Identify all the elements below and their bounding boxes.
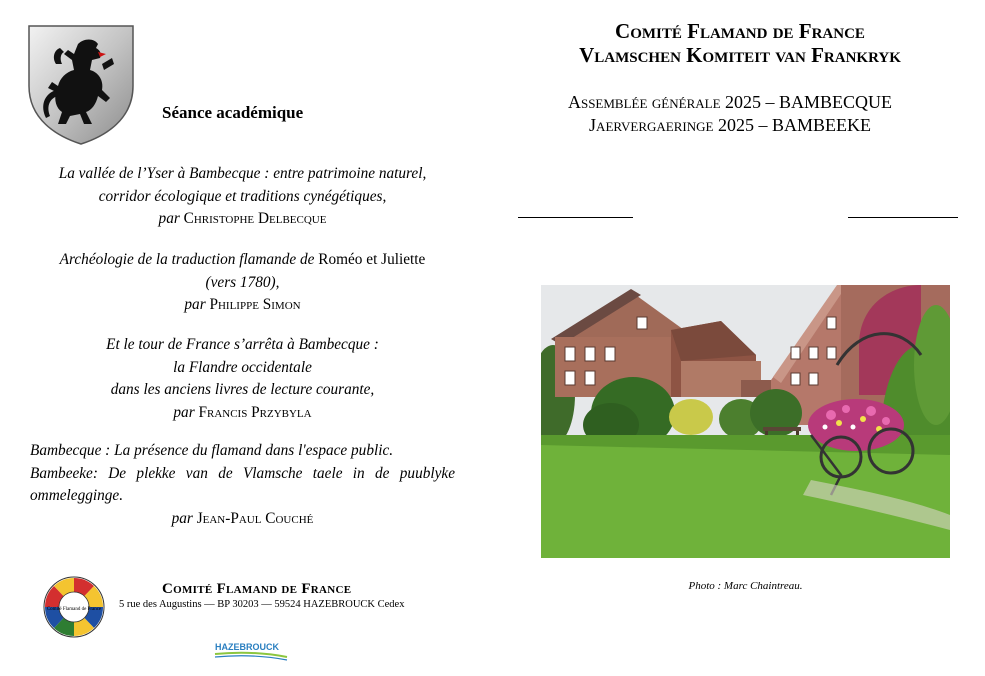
assembly-title-nl: Jaervergaeringe 2025 – BAMBEEKE [589,115,871,135]
talk-1-line-1: La vallée de l’Yser à Bambecque : entre patrimoine naturel, [58,165,427,182]
by-label: par [158,210,180,227]
speaker-name: Philippe Simon [209,296,301,313]
divider-right [848,217,958,218]
talk-1 [30,163,455,231]
section-heading: Séance académique [162,103,304,122]
talk-4-text-fr: Bambecque : La présence du flamand dans l'espace public. [30,442,394,459]
by-label: par [184,296,206,313]
comite-emblem-icon [43,576,105,638]
hazebrouck-logo-icon [211,641,291,663]
bambecque-photo [541,285,950,558]
footer-org-name: Comité Flamand de France [162,581,352,597]
speaker-name: Francis Przybyla [198,403,312,421]
talk-3-line-3: dans les anciens livres de lecture courante, [110,381,375,398]
speaker-name: Christophe Delbecque [183,210,327,227]
divider-left [518,217,633,218]
work-title-juliette: Juliette [381,251,426,268]
org-name-fr: Comité Flamand de France [615,19,865,43]
talk-3 [30,334,455,424]
talk-1-line-2: corridor écologique et traditions cynégétiques, [98,187,387,205]
footer-address: 5 rue des Augustins — BP 30203 — 59524 HAZEBROUCK Cedex [119,599,405,610]
talk-3-line-1: Et le tour de France s’arrêta à Bambecque : [106,336,379,353]
work-title-and: et [366,251,378,268]
talk-4-text-nl: Bambeeke: De plekke van de Vlamsche taele in de puublyke ommelegginge. [30,464,455,504]
talk-2-line-2: (vers 1780), [205,273,280,291]
talk-3-line-2: la Flandre occidentale [173,358,312,376]
by-label: par [173,403,195,421]
hazebrouck-logo-text: HAZEBROUCK [215,642,279,652]
by-label: par [171,509,193,527]
org-name-nl: Vlamschen Komiteit van Frankryk [579,43,901,67]
speaker-name: Jean-Paul Couché [196,509,314,527]
work-title-romeo: Roméo [318,251,363,268]
talk-2 [30,249,455,317]
emblem-text: Comité Flamand de France [46,607,102,612]
talk-2-title-part: Archéologie de la traduction flamande de [59,251,315,268]
talk-4 [30,440,455,530]
photo-caption: Photo : Marc Chaintreau. [688,580,803,592]
flemish-lion-shield-icon [26,24,136,146]
assembly-title-fr: Assemblée générale 2025 – BAMBECQUE [567,92,893,112]
